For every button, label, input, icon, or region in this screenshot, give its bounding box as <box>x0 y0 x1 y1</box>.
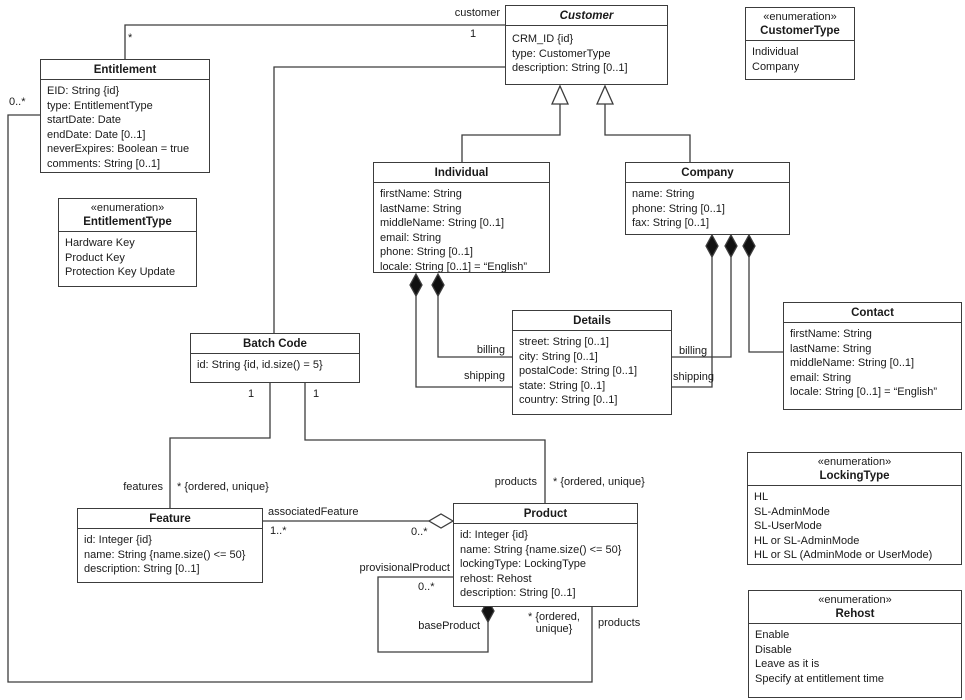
generalization-individual-customer <box>462 104 560 162</box>
composition-diamond-individual-billing <box>432 274 444 296</box>
class-title-product: Product <box>454 504 637 524</box>
composition-diamond-company-billing <box>725 235 737 257</box>
attribute-line: name: String {name.size() <= 50} <box>460 543 622 556</box>
attribute-line: name: String {name.size() <= 50} <box>84 548 246 561</box>
class-product[interactable] <box>453 503 638 607</box>
class-company[interactable] <box>625 162 790 235</box>
label-products-multiplicity: * {ordered, unique} <box>553 476 645 488</box>
attribute-line: description: String [0..1] <box>84 563 200 576</box>
class-attributes-individual <box>374 183 549 273</box>
assoc-company-shipping <box>672 257 712 387</box>
assoc-company-contact <box>749 257 783 352</box>
class-attributes-entitlement <box>41 80 209 172</box>
attribute-line: CRM_ID {id} <box>512 33 574 45</box>
class-attributes-customer <box>506 26 667 76</box>
attribute-line: description: String [0..1] <box>512 62 628 75</box>
attribute-line: SL-AdminMode <box>754 505 830 518</box>
assoc-entitlement-customer <box>125 25 505 59</box>
class-batch-code[interactable] <box>190 333 360 383</box>
label-individual-billing: billing <box>476 344 505 356</box>
assoc-company-billing <box>672 257 731 357</box>
label-customer-multiplicity: 1 <box>469 28 477 40</box>
class-attributes-details <box>513 331 671 408</box>
generalization-company-customer <box>605 104 690 162</box>
attribute-line: startDate: Date <box>47 114 121 127</box>
attribute-line: Individual <box>752 46 799 58</box>
attribute-line: comments: String [0..1] <box>47 157 161 170</box>
label-entitlement-multiplicity: * <box>128 32 133 44</box>
class-attributes-contact <box>784 323 961 400</box>
class-title-customer: Customer <box>506 6 667 26</box>
label-features-multiplicity: * {ordered, unique} <box>177 481 269 493</box>
attribute-line: postalCode: String [0..1] <box>519 365 638 378</box>
class-title-individual: Individual <box>374 163 549 183</box>
label-associated-product-multiplicity: 0..* <box>411 526 428 538</box>
label-products-role: products <box>494 476 537 488</box>
class-title-details: Details <box>513 311 671 331</box>
enum-title-customer-type <box>746 8 854 41</box>
enum-title-rehost <box>749 591 961 624</box>
class-attributes-batch-code <box>191 354 359 373</box>
label-batch-products-multiplicity: 1 <box>313 388 320 400</box>
label-batch-features-multiplicity: 1 <box>248 388 255 400</box>
attribute-line: city: String [0..1] <box>519 350 598 363</box>
enumeration-entitlement-type[interactable] <box>58 198 197 287</box>
attribute-line: email: String <box>380 231 442 244</box>
enum-stereotype: «enumeration» <box>763 11 837 23</box>
attribute-line: lastName: String <box>790 342 872 355</box>
attribute-line: middleName: String [0..1] <box>790 357 915 370</box>
label-products-bottom-multiplicity: * {ordered, unique} <box>528 611 580 635</box>
class-title-company: Company <box>626 163 789 183</box>
class-feature[interactable] <box>77 508 263 583</box>
label-base-product-role: baseProduct <box>418 620 480 632</box>
enum-name: Rehost <box>835 608 875 620</box>
class-attributes-feature <box>78 529 262 577</box>
enum-stereotype: «enumeration» <box>90 202 165 214</box>
enumeration-rehost[interactable] <box>748 590 962 698</box>
attribute-line: neverExpires: Boolean = true <box>47 143 190 156</box>
attribute-line: Disable <box>755 643 792 656</box>
enum-literals-rehost <box>749 624 961 686</box>
attribute-line: Enable <box>755 629 790 641</box>
attribute-line: fax: String [0..1] <box>632 217 710 230</box>
enum-title-entitlement-type <box>59 199 196 232</box>
composition-diamond-company-shipping <box>706 235 718 257</box>
class-title-contact: Contact <box>784 303 961 323</box>
attribute-line: type: CustomerType <box>512 47 611 60</box>
class-individual[interactable] <box>373 162 550 273</box>
label-provisional-product-multiplicity: 0..* <box>418 581 435 593</box>
attribute-line: phone: String [0..1] <box>380 246 473 259</box>
enum-stereotype: «enumeration» <box>817 456 892 468</box>
enum-literals-customer-type <box>746 41 854 74</box>
attribute-line: lockingType: LockingType <box>460 558 586 571</box>
label-company-billing: billing <box>679 345 708 357</box>
attribute-line: locale: String [0..1] = “English” <box>790 386 938 399</box>
attribute-line: phone: String [0..1] <box>632 202 725 215</box>
attribute-line: id: Integer {id} <box>460 529 528 541</box>
label-features-role: features <box>123 481 163 493</box>
generalization-arrow-individual <box>552 86 568 104</box>
attribute-line: Specify at entitlement time <box>755 672 885 685</box>
attribute-line: name: String <box>632 188 695 200</box>
enum-literals-entitlement-type <box>59 232 196 280</box>
attribute-line: rehost: Rehost <box>460 572 532 585</box>
label-associated-feature-role: associatedFeature <box>268 506 359 518</box>
enum-title-locking-type <box>748 453 961 486</box>
attribute-line: street: String [0..1] <box>519 336 609 348</box>
attribute-line: firstName: String <box>790 328 872 340</box>
composition-diamond-company-contact <box>743 235 755 257</box>
class-contact[interactable] <box>783 302 962 410</box>
attribute-line: Protection Key Update <box>65 266 176 279</box>
enum-name: LockingType <box>819 470 890 482</box>
label-entitlement-products-multiplicity: 0..* <box>9 96 26 108</box>
attribute-line: description: String [0..1] <box>460 587 576 600</box>
attribute-line: endDate: Date [0..1] <box>47 128 146 141</box>
attribute-line: type: EntitlementType <box>47 99 153 112</box>
attribute-line: HL or SL (AdminMode or UserMode) <box>754 549 933 562</box>
enum-name: EntitlementType <box>83 216 172 228</box>
label-products-bottom-role: products <box>598 617 641 629</box>
attribute-line: Product Key <box>65 251 125 264</box>
attribute-line: middleName: String [0..1] <box>380 217 505 230</box>
attribute-line: locale: String [0..1] = “English” <box>380 260 528 273</box>
attribute-line: firstName: String <box>380 188 462 200</box>
attribute-line: HL or SL-AdminMode <box>754 534 860 547</box>
attribute-line: Hardware Key <box>65 237 135 249</box>
label-associated-feature-multiplicity: 1..* <box>270 525 287 537</box>
class-attributes-company <box>626 183 789 231</box>
class-attributes-product <box>454 524 637 601</box>
composition-diamond-individual-shipping <box>410 274 422 296</box>
enum-stereotype: «enumeration» <box>818 594 892 606</box>
enumeration-customer-type[interactable] <box>745 7 855 80</box>
attribute-line: Leave as it is <box>755 658 820 671</box>
class-title-entitlement: Entitlement <box>41 60 209 80</box>
aggregation-diamond-product <box>429 514 453 528</box>
enumeration-locking-type[interactable] <box>747 452 962 565</box>
attribute-line: lastName: String <box>380 202 462 215</box>
attribute-line: Company <box>752 60 800 73</box>
generalization-arrow-company <box>597 86 613 104</box>
label-individual-shipping: shipping <box>464 370 505 382</box>
class-entitlement[interactable] <box>40 59 210 173</box>
class-title-batch-code: Batch Code <box>191 334 359 354</box>
attribute-line: HL <box>754 491 769 503</box>
label-company-shipping: shipping <box>673 371 714 383</box>
enum-literals-locking-type <box>748 486 961 563</box>
class-title-feature: Feature <box>78 509 262 529</box>
attribute-line: id: String {id, id.size() = 5} <box>197 359 323 371</box>
attribute-line: id: Integer {id} <box>84 534 152 546</box>
attribute-line: SL-UserMode <box>754 520 822 533</box>
label-customer-role: customer <box>454 7 500 19</box>
label-provisional-product-role: provisionalProduct <box>359 562 450 574</box>
attribute-line: state: String [0..1] <box>519 379 606 392</box>
attribute-line: EID: String {id} <box>47 85 120 97</box>
enum-name: CustomerType <box>760 25 840 37</box>
attribute-line: country: String [0..1] <box>519 394 618 407</box>
class-customer[interactable] <box>505 5 668 85</box>
class-details[interactable] <box>512 310 672 415</box>
attribute-line: email: String <box>790 371 852 384</box>
